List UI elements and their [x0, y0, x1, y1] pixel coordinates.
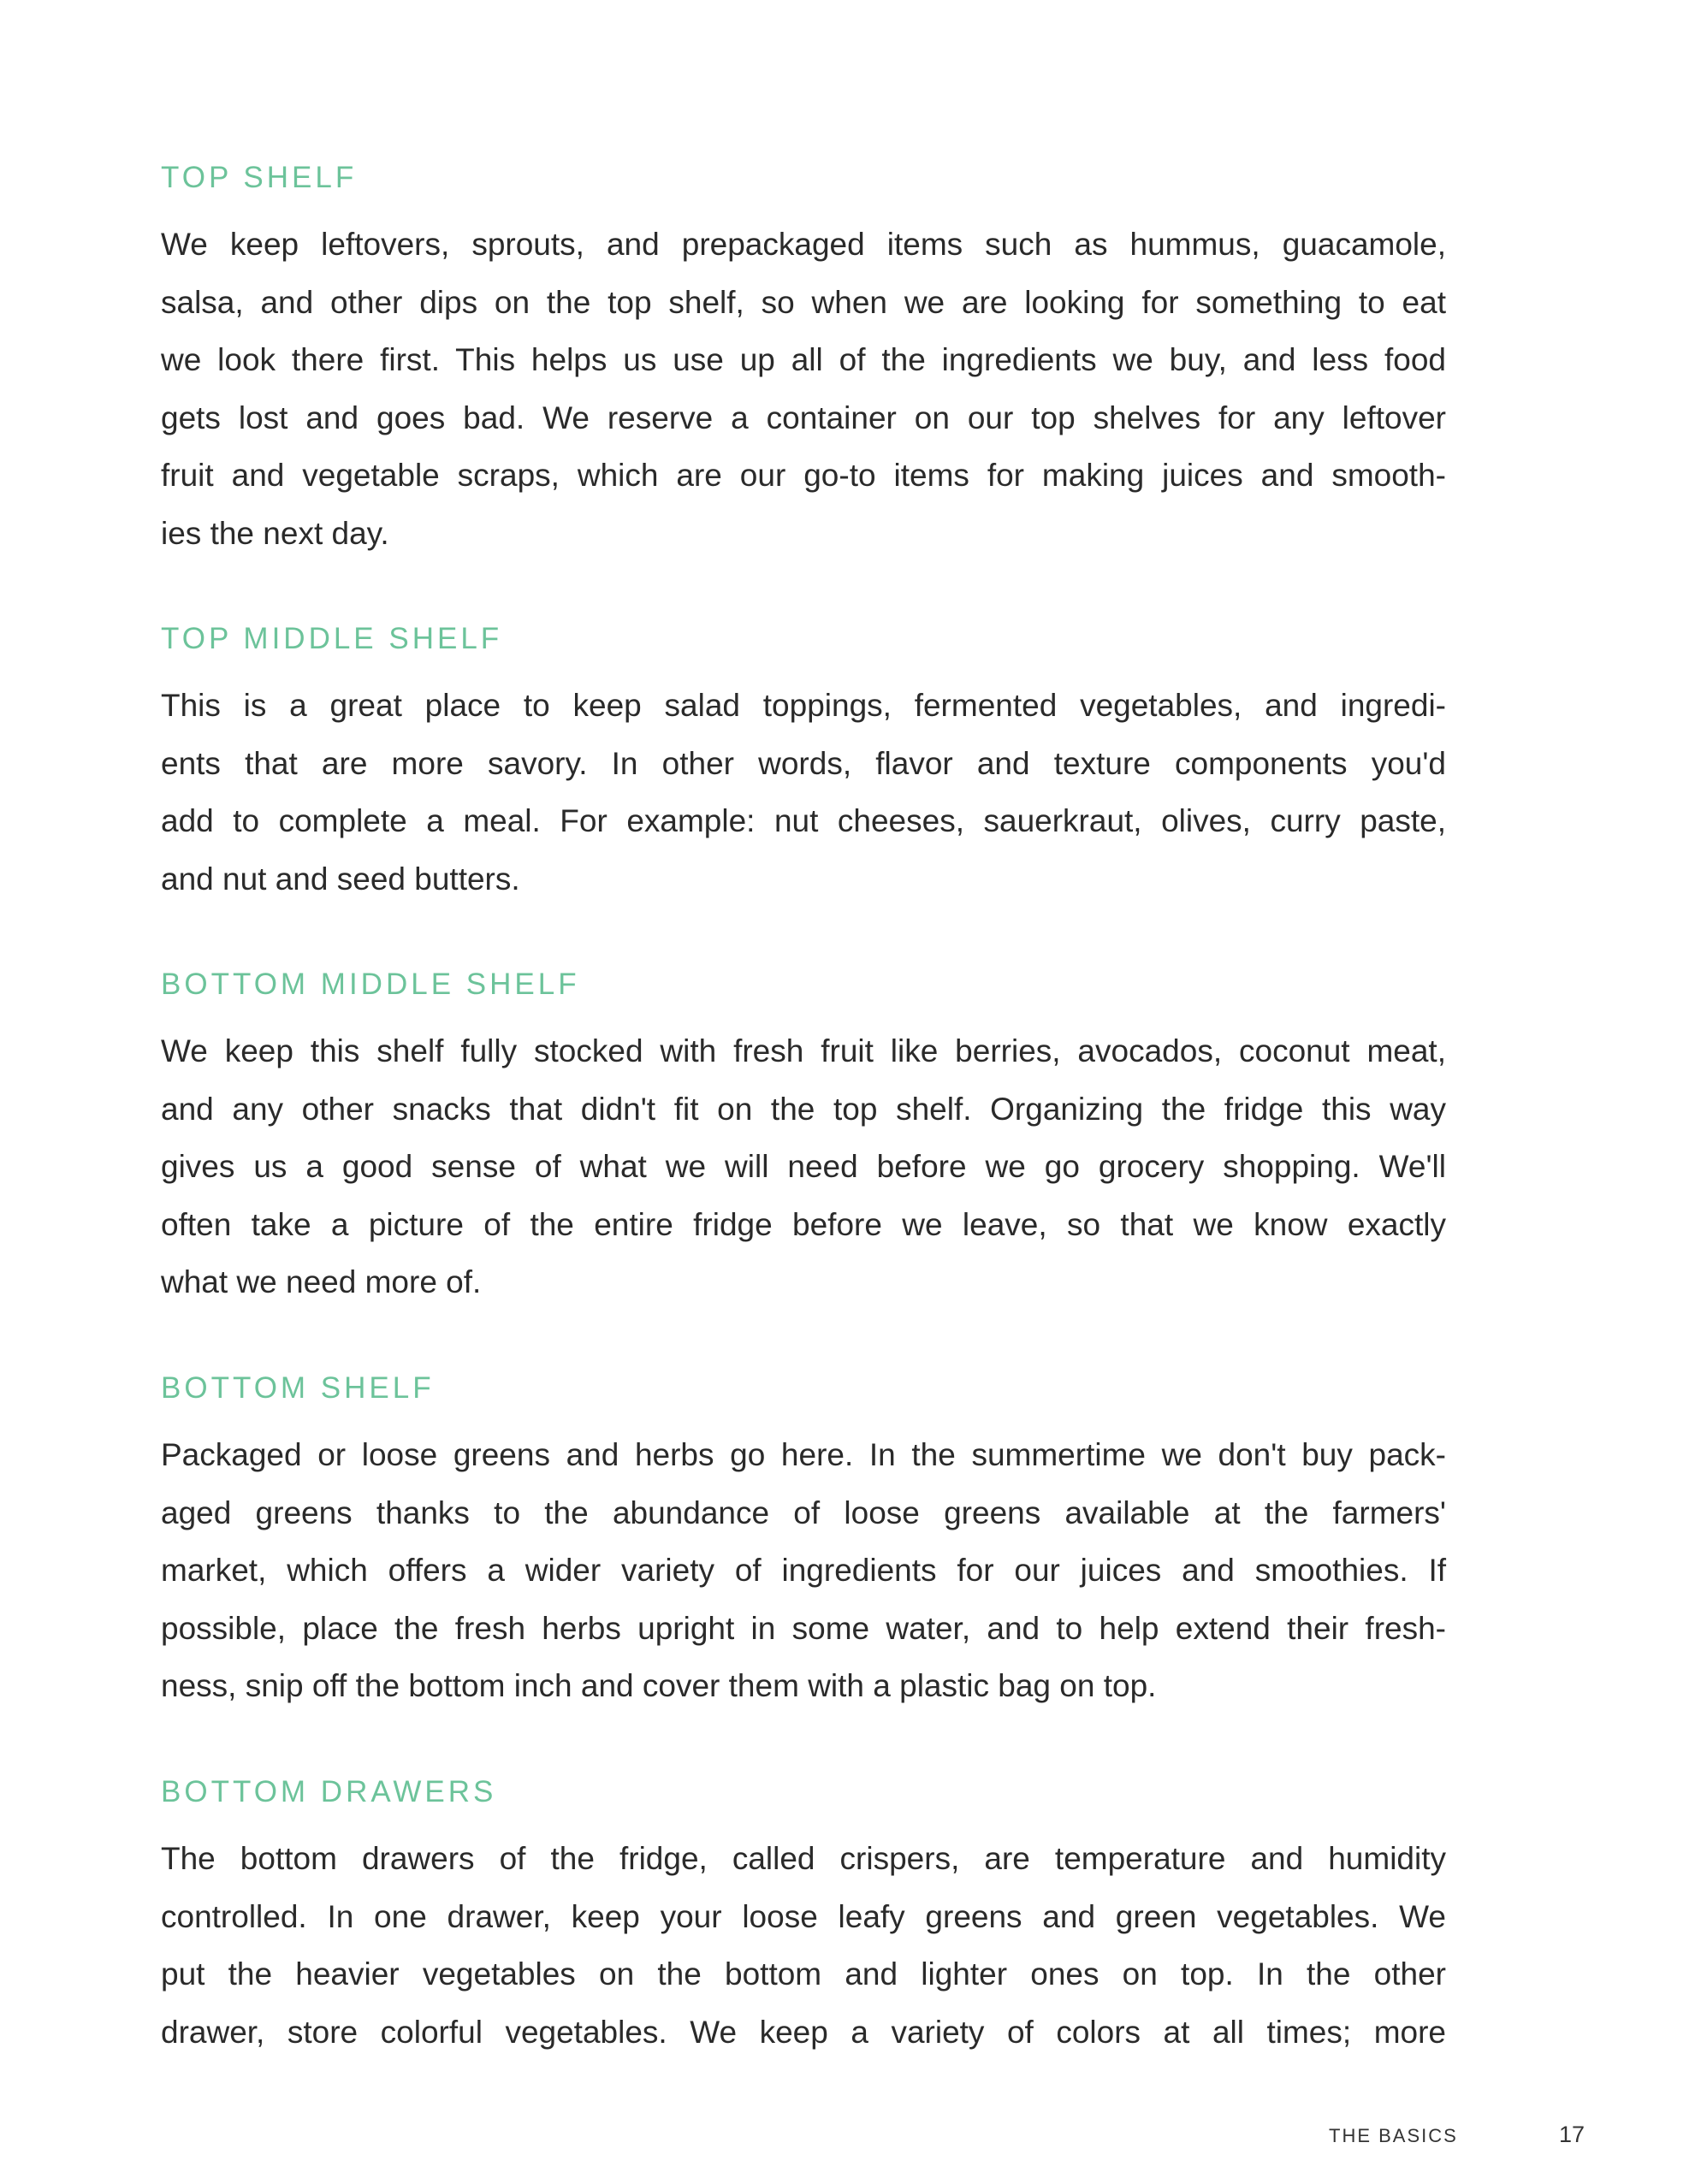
section-heading: BOTTOM SHELF — [161, 1371, 435, 1405]
paragraph-line: market, which offers a wider variety of ingredients for our juices and smoothies. If — [161, 1553, 1446, 1588]
paragraph-line: aged greens thanks to the abundance of loose greens available at the farmers' — [161, 1494, 1446, 1530]
paragraph-line: Packaged or loose greens and herbs go here. In the summertime we don't buy pack- — [161, 1437, 1446, 1472]
paragraph-line: what we need more of. — [161, 1264, 482, 1299]
paragraph-line: and nut and seed butters. — [161, 861, 520, 897]
paragraph-line: gives us a good sense of what we will need before we go grocery shopping. We'll — [161, 1149, 1446, 1184]
section — [161, 157, 1446, 562]
paragraph-line: add to complete a meal. For example: nut cheeses, sauerkraut, olives, curry paste, — [161, 803, 1446, 838]
paragraph-line: controlled. In one drawer, keep your loose leafy greens and green vegetables. We — [161, 1898, 1446, 1934]
paragraph-line: This is a great place to keep salad toppings, fermented vegetables, and ingredi- — [161, 688, 1446, 723]
section — [161, 964, 1446, 1311]
paragraph-line: ents that are more savory. In other words, flavor and texture components you'd — [161, 745, 1446, 781]
section-heading: BOTTOM MIDDLE SHELF — [161, 968, 580, 1001]
page-number: 17 — [1559, 2122, 1585, 2147]
section — [161, 1368, 1446, 1715]
running-footer: THE BASICS — [1329, 2125, 1458, 2146]
section — [161, 1772, 1446, 2061]
paragraph-line: We keep leftovers, sprouts, and prepackaged items such as hummus, guacamole, — [161, 227, 1446, 262]
paragraph-line: drawer, store colorful vegetables. We keep a variety of colors at all times; more — [161, 2014, 1446, 2050]
paragraph-line: We keep this shelf fully stocked with fresh fruit like berries, avocados, coconut meat, — [161, 1033, 1446, 1068]
section-heading: TOP SHELF — [161, 161, 358, 194]
paragraph-line: put the heavier vegetables on the bottom and lighter ones on top. In the other — [161, 1956, 1446, 1992]
paragraph-line: fruit and vegetable scraps, which are our go-to items for making juices and smooth- — [161, 458, 1446, 493]
section-heading: BOTTOM DRAWERS — [161, 1775, 497, 1808]
paragraph-line: and any other snacks that didn't fit on the top shelf. Organizing the fridge this way — [161, 1091, 1446, 1127]
paragraph-line: possible, place the fresh herbs upright in some water, and to help extend their fresh- — [161, 1610, 1446, 1646]
paragraph-line: we look there first. This helps us use up all of the ingredients we buy, and less food — [161, 342, 1446, 377]
paragraph-line: The bottom drawers of the fridge, called crispers, are temperature and humidity — [161, 1841, 1446, 1876]
paragraph-line: often take a picture of the entire fridge before we leave, so that we know exactly — [161, 1206, 1446, 1242]
paragraph-line: gets lost and goes bad. We reserve a container on our top shelves for any leftover — [161, 400, 1446, 435]
paragraph-line: salsa, and other dips on the top shelf, so when we are looking for something to eat — [161, 284, 1446, 320]
section — [161, 619, 1446, 908]
paragraph-line: ness, snip off the bottom inch and cover them with a plastic bag on top. — [161, 1668, 1157, 1703]
section-heading: TOP MIDDLE SHELF — [161, 622, 503, 655]
paragraph-line: ies the next day. — [161, 515, 389, 551]
